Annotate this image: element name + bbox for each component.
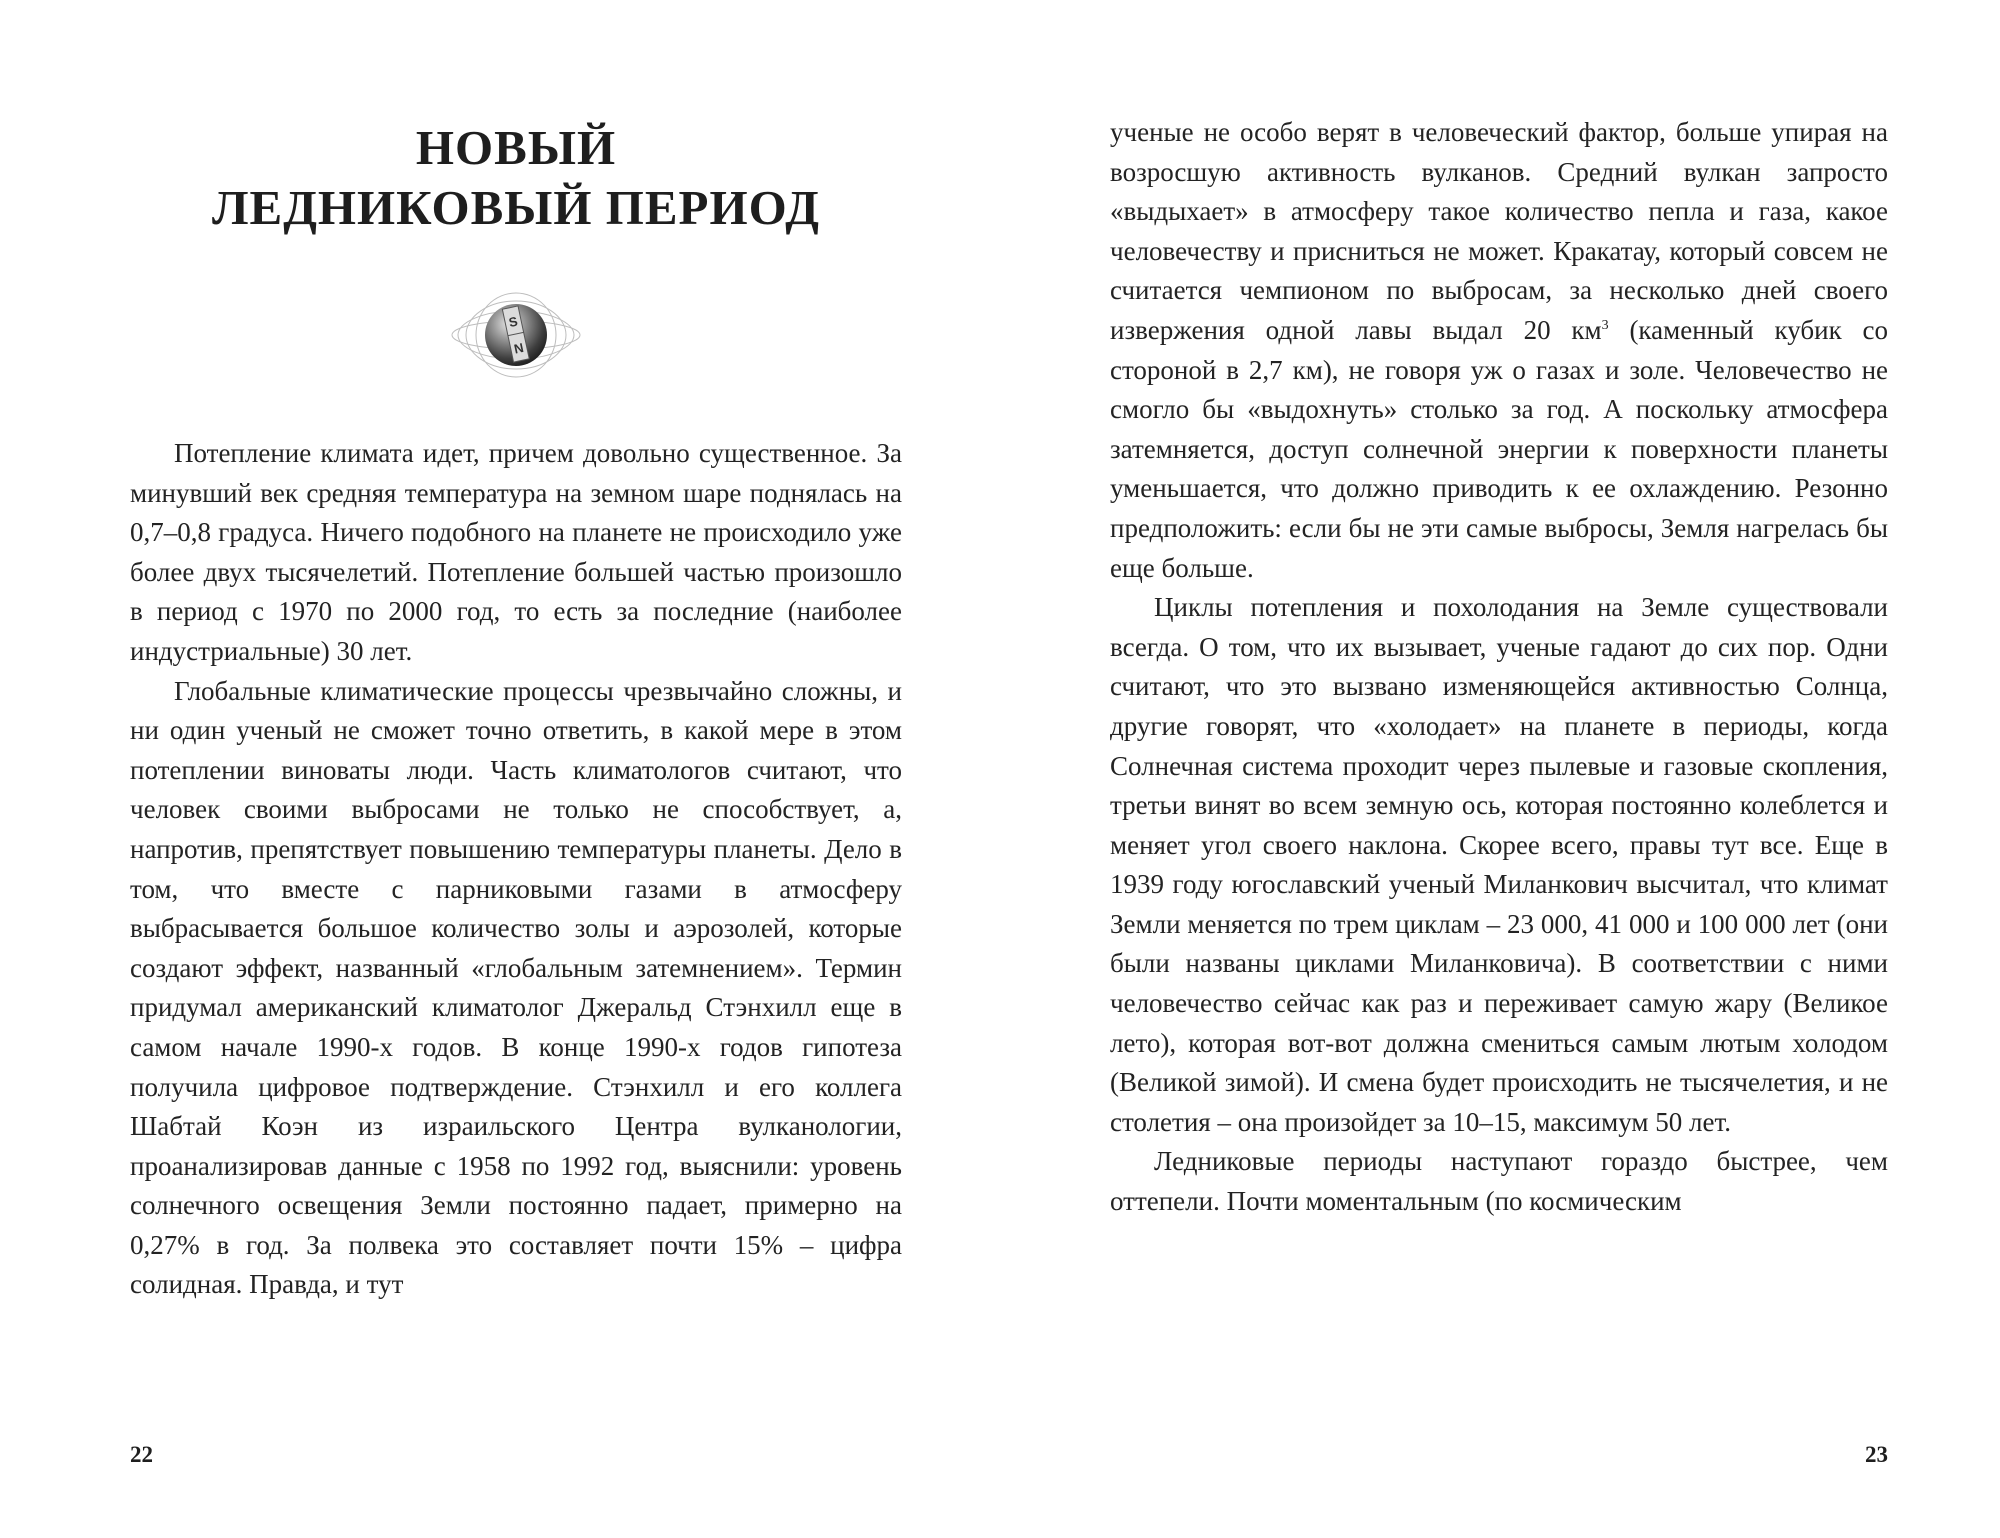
page-number: 22 bbox=[130, 1442, 153, 1467]
emblem-label-n: N bbox=[512, 339, 525, 357]
right-page bbox=[1110, 0, 1888, 1538]
page-number: 23 bbox=[1865, 1442, 1888, 1467]
paragraph: Глобальные климатические процессы чрезвычайно сложны, и ни один ученый не сможет точно ответить, в какой мере в этом потеплении виноваты люди. Часть климатологов считают, что человек своими выбросами не только не способствует, а, напротив, препятствует повышению температуры планеты. Дело в том, что вместе с парниковыми газами в атмосферу выбрасывается большое количество золы и аэрозолей, которые создают эффект, названный «глобальным затемнением». Термин придумал американский климатолог Джеральд Стэнхилл еще в самом начале 1990-х годов. В конце 1990-х годов гипотеза получила цифровое подтверждение. Стэнхилл и его коллега Шабтай Коэн из израильского Центра вулканологии, проанализировав данные с 1958 по 1992 год, выяснили: уровень солнечного освещения Земли постоянно падает, примерно на 0,27% в год. За полвека это составляет почти 15% – цифра солидная. Правда, и тут bbox=[130, 675, 902, 1300]
superscript: 3 bbox=[1601, 317, 1609, 333]
paragraph-continued bbox=[1110, 113, 1888, 588]
text-run: ученые не особо верят в человеческий фактор, больше упирая на возросшую активность вулканов. Средний вулкан запросто «выдыхает» в атмосферу такое количество пепла и газа, какое человечеству и присниться не может. Кракатау, который совсем не считается чемпионом по выбросам, за несколько дней своего извержения одной лавы выдал 20 км bbox=[1110, 117, 1888, 345]
left-page-body bbox=[130, 434, 902, 1305]
paragraph: Циклы потепления и похолодания на Земле существовали всегда. О том, что их вызывает, ученые гадают до сих пор. Одни считают, что это вызвано изменяющейся активностью Солнца, другие говорят, что «холодает» на планете в периоды, когда Солнечная система проходит через пылевые и газовые скопления, третьи винят во всем земную ось, которая постоянно колеблется и меняет угол своего наклона. Скорее всего, правы тут все. Еще в 1939 году югославский ученый Миланкович высчитал, что климат Земли меняется по трем циклам – 23 000, 41 000 и 100 000 лет (они были названы циклами Миланковича). В соответствии с ними человечество сейчас как раз и переживает самую жару (Великое лето), которая вот-вот должна смениться самым лютым холодом (Великой зимой). И смена будет происходить не тысячелетия, и не столетия – она произойдет за 10–15, максимум 50 лет. bbox=[1110, 592, 1888, 1137]
paragraph: Потепление климата идет, причем довольно существенное. За минувший век средняя температура на земном шаре поднялась на 0,7–0,8 градуса. Ничего подобного на планете не происходило уже более двух тысячелетий. Потепление большей частью произошло в период с 1970 по 2000 год, то есть за последние (наиболее индустриальные) 30 лет. bbox=[130, 438, 902, 666]
left-page bbox=[130, 0, 902, 1538]
emblem-label-s: S bbox=[507, 313, 519, 331]
right-page-body bbox=[1110, 113, 1888, 1222]
chapter-title-line-1: НОВЫЙ bbox=[415, 120, 617, 175]
text-run: (каменный кубик со стороной в 2,7 км), не говоря уж о газах и золе. Человечество не смогло бы «выдохнуть» столько за год. А поскольку атмосфера затемняется, доступ солнечной энергии к поверхности планеты уменьшается, что должно приводить к ее охлаждению. Резонно предположить: если бы не эти самые выбросы, Земля нагрелась бы еще больше. bbox=[1110, 314, 1888, 583]
paragraph: Ледниковые периоды наступают гораздо быстрее, чем оттепели. Почти моментальным (по космическим bbox=[1110, 1146, 1888, 1217]
chapter-title bbox=[130, 118, 902, 238]
chapter-title-line-2: ЛЕДНИКОВЫЙ ПЕРИОД bbox=[212, 180, 820, 235]
magnet-globe-icon bbox=[446, 285, 586, 385]
